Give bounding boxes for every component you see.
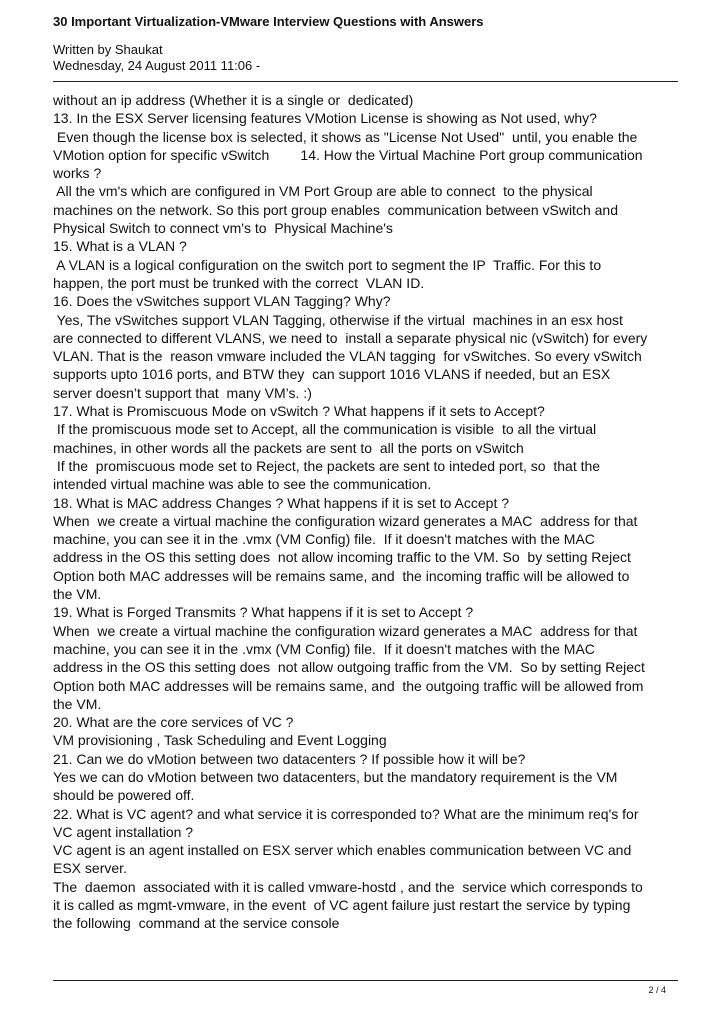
body-text-line: 13. In the ESX Server licensing features VMotion License is showing as Not used, why?	[53, 110, 597, 127]
body-text-line: VLAN. That is the reason vmware included the VLAN tagging for vSwitches. So every vSwitch	[53, 348, 642, 365]
body-text-line: 22. What is VC agent? and what service it is corresponded to? What are the minimum req's for	[53, 805, 639, 822]
body-text-line: the following command at the service console	[53, 915, 340, 932]
document-title: 30 Important Virtualization-VMware Interview Questions with Answers	[53, 14, 484, 29]
body-text-line: 18. What is MAC address Changes ? What happens if it is set to Accept ?	[53, 494, 510, 511]
body-text-line: 16. Does the vSwitches support VLAN Tagging? Why?	[53, 293, 391, 310]
body-text-line: When we create a virtual machine the configuration wizard generates a MAC address for that	[53, 622, 638, 639]
body-text-line: happen, the port must be trunked with the correct VLAN ID.	[53, 274, 425, 291]
body-text-line: machines on the network. So this port group enables communication between vSwitch and	[53, 201, 618, 218]
body-text-line: Yes we can do vMotion between two datacenters, but the mandatory requirement is the VM	[53, 768, 618, 785]
body-text-line: it is called as mgmt-vmware, in the event of VC agent failure just restart the service by typing	[53, 897, 631, 914]
body-text-line: are connected to different VLANS, we need to install a separate physical nic (vSwitch) for every	[53, 329, 648, 346]
page-number: 2 / 4	[648, 985, 666, 995]
body-text-line: the VM.	[53, 695, 102, 712]
body-text-line: VC agent is an agent installed on ESX server which enables communication between VC and	[53, 842, 632, 859]
body-text-line: All the vm's which are configured in VM Port Group are able to connect to the physical	[53, 183, 593, 200]
body-text-line: 21. Can we do vMotion between two datacenters ? If possible how it will be?	[53, 750, 526, 767]
body-text-line: VM provisioning , Task Scheduling and Event Logging	[53, 732, 387, 749]
body-text-line: VMotion option for specific vSwitch 14. How the Virtual Machine Port group communication	[53, 146, 643, 163]
body-text-line: VC agent installation ?	[53, 823, 194, 840]
date-line: Wednesday, 24 August 2011 11:06 -	[53, 58, 261, 73]
body-text-line: Physical Switch to connect vm's to Physical Machine's	[53, 220, 393, 237]
author-line: Written by Shaukat	[53, 42, 163, 57]
body-text-line: Even though the license box is selected, it shows as "License Not Used" until, you enable the	[53, 128, 638, 145]
document-header	[53, 14, 673, 74]
body-text-line: intended virtual machine was able to see the communication.	[53, 476, 432, 493]
document-meta	[53, 42, 673, 74]
body-text-line: Yes, The vSwitches support VLAN Tagging, otherwise if the virtual machines in an esx host	[53, 311, 623, 328]
body-text-line: machines, in other words all the packets are sent to all the ports on vSwitch	[53, 439, 524, 456]
body-text-line: When we create a virtual machine the configuration wizard generates a MAC address for that	[53, 512, 638, 529]
body-text-line: works ?	[53, 165, 102, 182]
header-divider	[53, 81, 678, 82]
body-text-line: the VM.	[53, 586, 102, 603]
footer-divider	[53, 980, 678, 981]
body-text-line: should be powered off.	[53, 787, 195, 804]
body-text-line: Option both MAC addresses will be remains same, and the incoming traffic will be allowed to	[53, 567, 630, 584]
body-text-line: 17. What is Promiscuous Mode on vSwitch ? What happens if it sets to Accept?	[53, 403, 545, 420]
body-text-line: address in the OS this setting does not allow incoming traffic to the VM. So by setting Reject	[53, 549, 631, 566]
body-text-line: If the promiscuous mode set to Accept, all the communication is visible to all the virtual	[53, 421, 597, 438]
body-text-line: server doesn’t support that many VM’s. :)	[53, 384, 312, 401]
body-text-line: The daemon associated with it is called vmware-hostd , and the service which corresponds to	[53, 878, 643, 895]
body-text-line: A VLAN is a logical configuration on the switch port to segment the IP Traffic. For this to	[53, 256, 602, 273]
body-text-line: ESX server.	[53, 860, 127, 877]
body-text-line: 15. What is a VLAN ?	[53, 238, 187, 255]
document-body	[53, 91, 678, 933]
body-text-line: Option both MAC addresses will be remains same, and the outgoing traffic will be allowed from	[53, 677, 644, 694]
body-text-line: If the promiscuous mode set to Reject, the packets are sent to inteded port, so that the	[53, 457, 601, 474]
body-text-line: 20. What are the core services of VC ?	[53, 714, 294, 731]
body-text-line: 19. What is Forged Transmits ? What happens if it is set to Accept ?	[53, 604, 474, 621]
body-text-line: machine, you can see it in the .vmx (VM Config) file. If it doesn't matches with the MAC	[53, 531, 595, 548]
body-text-line: without an ip address (Whether it is a single or dedicated)	[53, 92, 414, 108]
body-text-line: machine, you can see it in the .vmx (VM Config) file. If it doesn't matches with the MAC	[53, 640, 595, 657]
body-text-line: supports upto 1016 ports, and BTW they can support 1016 VLANS if needed, but an ESX	[53, 366, 611, 383]
body-text-line: address in the OS this setting does not allow outgoing traffic from the VM. So by setting Reject	[53, 659, 645, 676]
